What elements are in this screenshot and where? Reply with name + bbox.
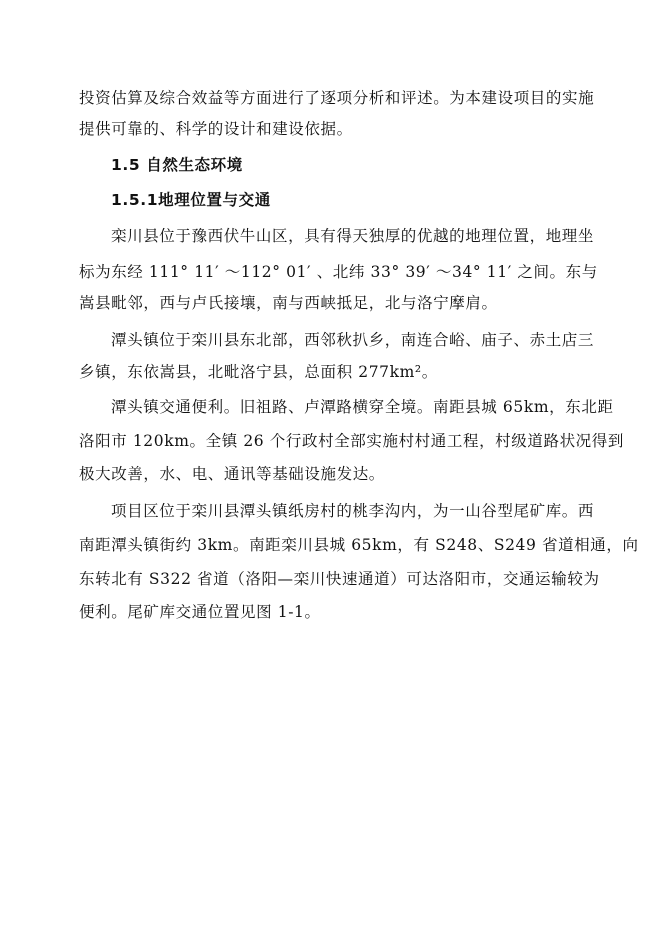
intro-line-1: 投资估算及综合效益等方面进行了逐项分析和评述。为本建设项目的实施 xyxy=(79,89,595,107)
subsection-heading: 1.5.1地理位置与交通 xyxy=(111,191,271,209)
paragraph-4-line-3: 东转北有 S322 省道（洛阳—栾川快速通道）可达洛阳市，交通运输较为 xyxy=(79,570,600,588)
paragraph-2-line-1: 潭头镇位于栾川县东北部，西邻秋扒乡，南连合峪、庙子、赤土店三 xyxy=(111,331,595,349)
paragraph-3-line-2: 洛阳市 120km。全镇 26 个行政村全部实施村村通工程，村级道路状况得到 xyxy=(79,432,624,450)
paragraph-3-line-3: 极大改善，水、电、通讯等基础设施发达。 xyxy=(79,465,385,483)
paragraph-4-line-1: 项目区位于栾川县潭头镇纸房村的桃李沟内，为一山谷型尾矿库。西 xyxy=(111,502,595,520)
paragraph-1-line-2: 标为东经 111° 11′ ～112° 01′ 、北纬 33° 39′ ～34° 11′ 之间。东与 xyxy=(79,263,598,281)
section-heading: 1.5 自然生态环境 xyxy=(111,156,243,174)
paragraph-2-line-2: 乡镇，东依嵩县，北毗洛宁县，总面积 277km²。 xyxy=(79,363,438,381)
paragraph-3-line-1: 潭头镇交通便利。旧祖路、卢潭路横穿全境。南距县城 65km，东北距 xyxy=(111,398,614,416)
paragraph-1-line-1: 栾川县位于豫西伏牛山区，具有得天独厚的优越的地理位置，地理坐 xyxy=(111,227,595,245)
paragraph-4-line-4: 便利。尾矿库交通位置见图 1-1。 xyxy=(79,603,321,621)
paragraph-4-line-2: 南距潭头镇街约 3km。南距栾川县城 65km，有 S248、S249 省道相通，向 xyxy=(79,536,639,554)
intro-line-2: 提供可靠的、科学的设计和建设依据。 xyxy=(79,120,353,138)
paragraph-1-line-3: 嵩县毗邻，西与卢氏接壤，南与西峡抵足，北与洛宁摩肩。 xyxy=(79,294,498,312)
